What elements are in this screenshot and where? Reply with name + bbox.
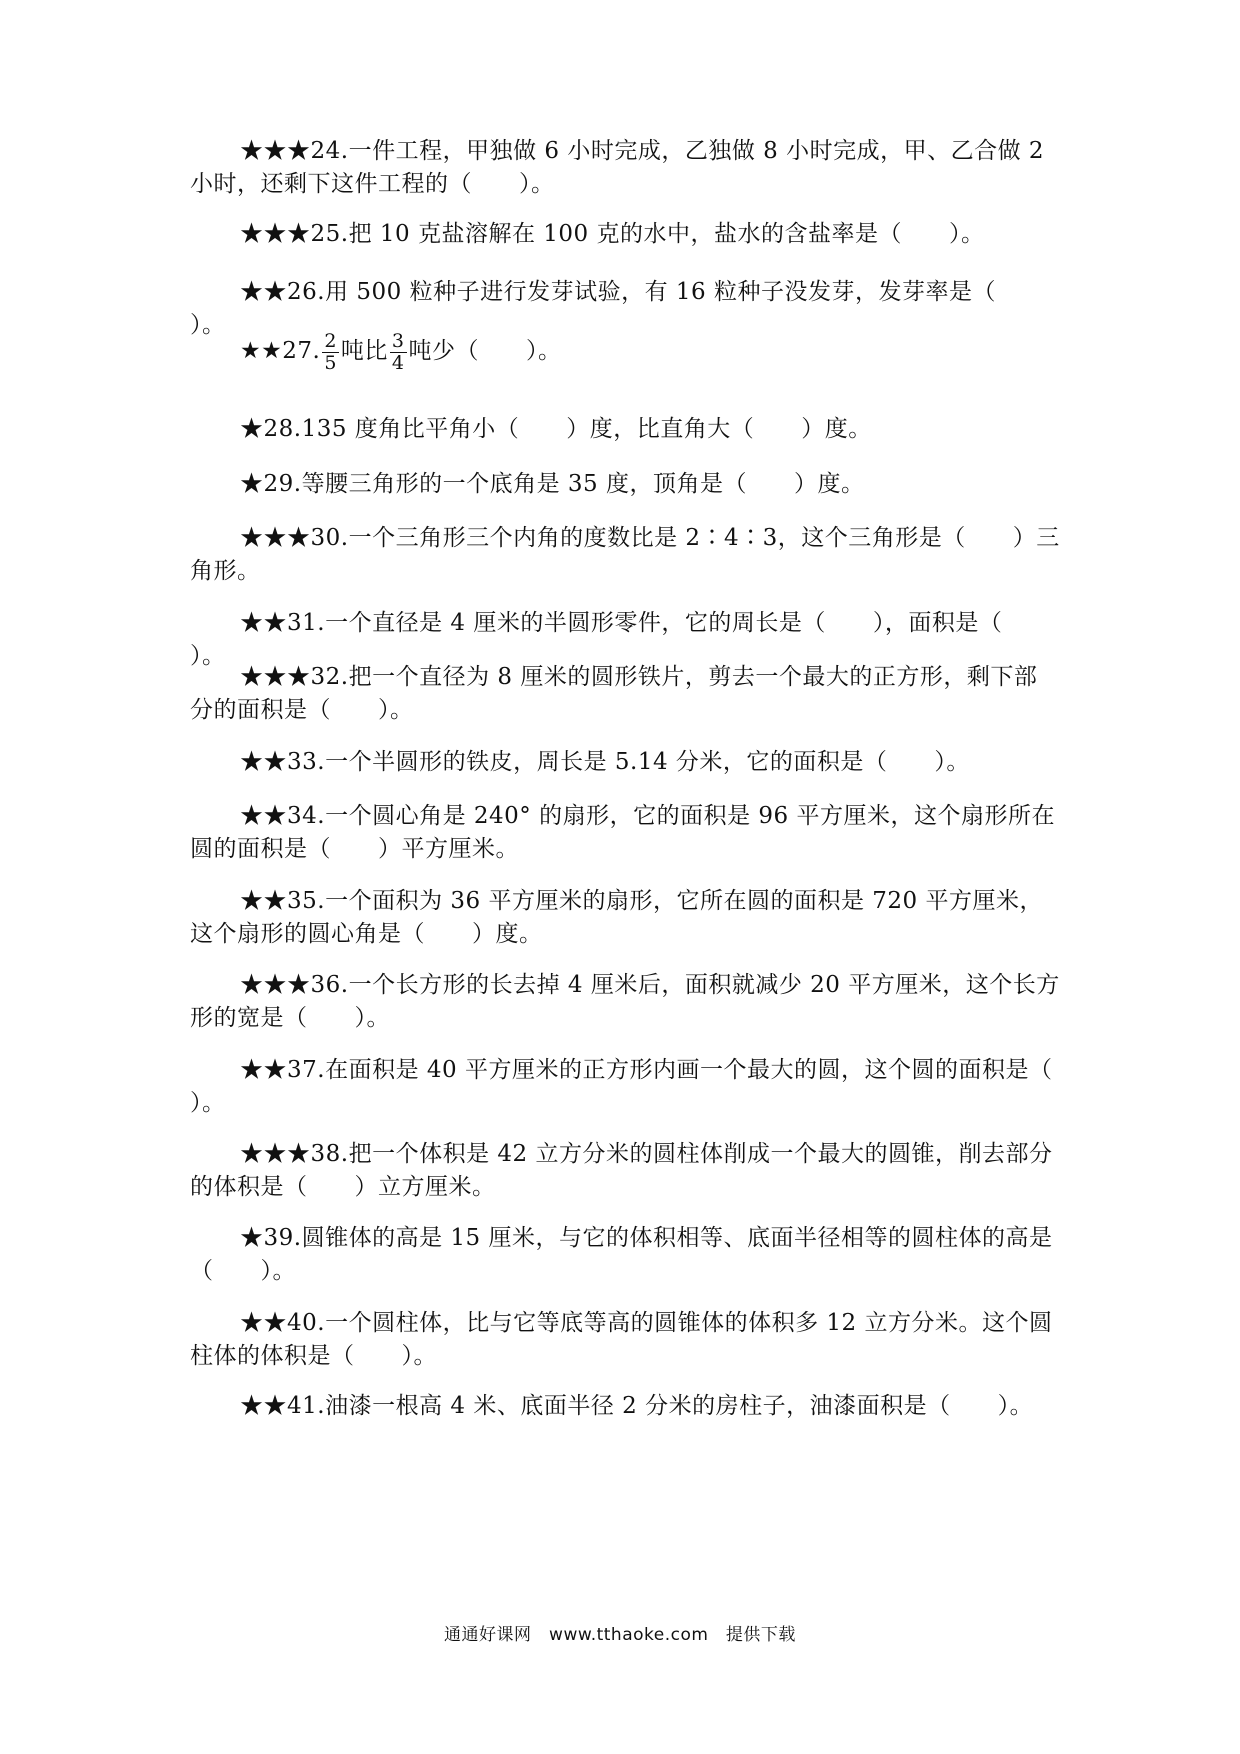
fraction-1-denominator: 5 bbox=[324, 351, 337, 374]
question-25: ★★★25.把 10 克盐溶解在 100 克的水中，盐水的含盐率是（ ）。 bbox=[240, 221, 985, 247]
question-27-suffix: 吨少（ ）。 bbox=[408, 338, 562, 364]
question-27 bbox=[190, 328, 1060, 374]
question-31: ★★31.一个直径是 4 厘米的半圆形零件，它的周长是（ ），面积是（ ）。 bbox=[190, 610, 1050, 669]
question-39: ★39.圆锥体的高是 15 厘米，与它的体积相等、底面半径相等的圆柱体的高是（ ）。 bbox=[190, 1225, 1053, 1284]
question-36: ★★★36.一个长方形的长去掉 4 厘米后，面积就减少 20 平方厘米，这个长方形的宽是（ ）。 bbox=[190, 972, 1060, 1031]
question-26: ★★26.用 500 粒种子进行发芽试验，有 16 粒种子没发芽，发芽率是（ ）。 bbox=[190, 279, 1043, 338]
footer-source: 通通好课网 www.tthaoke.com 提供下载 bbox=[444, 1625, 796, 1645]
question-28: ★28.135 度角比平角小（ ）度，比直角大（ ）度。 bbox=[240, 416, 872, 442]
fraction-three-fourths bbox=[390, 331, 407, 374]
question-24: ★★★24.一件工程，甲独做 6 小时完成，乙独做 8 小时完成，甲、乙合做 2 小时，还剩下这件工程的（ ）。 bbox=[190, 138, 1045, 197]
question-33: ★★33.一个半圆形的铁皮，周长是 5.14 分米，它的面积是（ ）。 bbox=[240, 749, 970, 775]
question-32: ★★★32.把一个直径为 8 厘米的圆形铁片，剪去一个最大的正方形，剩下部分的面积是（ ）。 bbox=[190, 664, 1038, 723]
question-35: ★★35.一个面积为 36 平方厘米的扇形，它所在圆的面积是 720 平方厘米，这个扇形的圆心角是（ ）度。 bbox=[190, 888, 1043, 947]
question-30: ★★★30.一个三角形三个内角的度数比是 2∶4∶3，这个三角形是（ ）三角形。 bbox=[190, 525, 1060, 584]
fraction-2-numerator: 3 bbox=[391, 329, 405, 352]
fraction-2-denominator: 4 bbox=[391, 351, 405, 374]
question-34: ★★34.一个圆心角是 240° 的扇形，它的面积是 96 平方厘米，这个扇形所在圆的面积是（ ）平方厘米。 bbox=[190, 803, 1055, 862]
question-38: ★★★38.把一个体积是 42 立方分米的圆柱体削成一个最大的圆锥，削去部分的体积是（ ）立方厘米。 bbox=[190, 1141, 1053, 1200]
question-27-prefix: ★★27. bbox=[240, 338, 321, 364]
question-41: ★★41.油漆一根高 4 米、底面半径 2 分米的房柱子，油漆面积是（ ）。 bbox=[240, 1393, 1034, 1419]
fraction-two-fifths bbox=[322, 331, 339, 374]
question-37: ★★37.在面积是 40 平方厘米的正方形内画一个最大的圆，这个圆的面积是（ ）。 bbox=[190, 1057, 1100, 1116]
question-27-middle: 吨比 bbox=[340, 338, 388, 364]
question-29: ★29.等腰三角形的一个底角是 35 度，顶角是（ ）度。 bbox=[240, 471, 865, 497]
question-40: ★★40.一个圆柱体，比与它等底等高的圆锥体的体积多 12 立方分米。这个圆柱体的体积是（ ）。 bbox=[190, 1310, 1053, 1369]
fraction-1-numerator: 2 bbox=[324, 329, 337, 352]
